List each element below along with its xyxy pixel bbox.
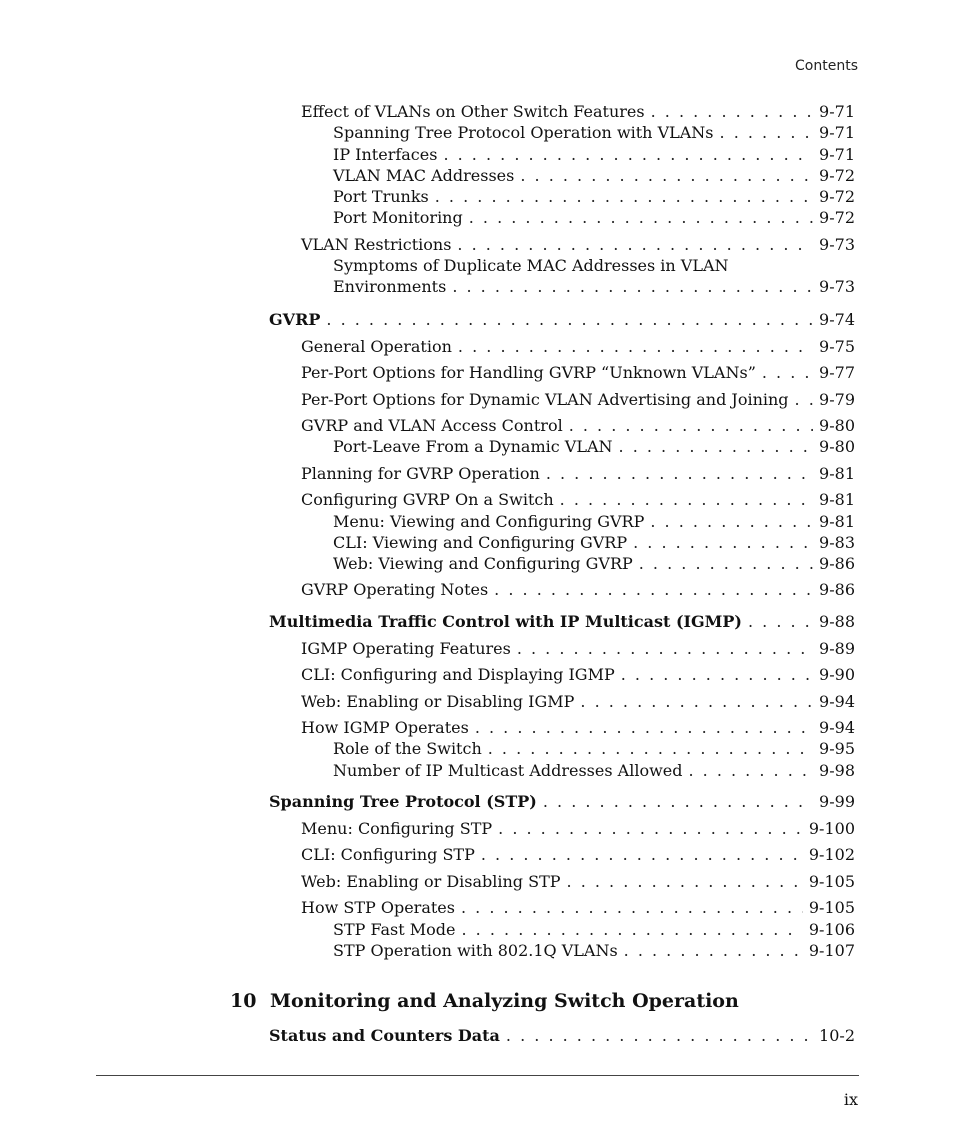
toc-entry-page: 9-80: [819, 416, 855, 435]
toc-entry[interactable]: [301, 416, 855, 436]
toc-section[interactable]: [269, 310, 855, 330]
toc-entry[interactable]: [333, 554, 855, 574]
dot-leader: [580, 692, 813, 712]
toc-entry[interactable]: [301, 718, 855, 738]
toc-entry[interactable]: [333, 533, 855, 553]
toc-section[interactable]: [269, 612, 855, 632]
toc-entry[interactable]: [301, 337, 855, 357]
toc-entry-page: 9-79: [819, 390, 855, 409]
toc-entry-title: IGMP Operating Features: [301, 639, 511, 658]
dot-leader: [567, 872, 803, 892]
dot-leader: [461, 898, 803, 918]
dot-leader: [498, 819, 803, 839]
toc-entry-page: 9-89: [819, 639, 855, 658]
dot-leader: [475, 718, 813, 738]
toc-entry-title: VLAN Restrictions: [301, 235, 452, 254]
toc-entry-title: Web: Enabling or Disabling IGMP: [301, 692, 575, 711]
dot-leader: [457, 235, 813, 255]
toc-entry-title: How IGMP Operates: [301, 718, 469, 737]
toc-entry[interactable]: [333, 277, 855, 297]
dot-leader: [462, 920, 803, 940]
dot-leader: [488, 739, 813, 759]
toc-entry-page: 9-86: [819, 554, 855, 573]
toc-entry[interactable]: [301, 898, 855, 918]
toc-entry[interactable]: [333, 739, 855, 759]
toc-entry[interactable]: [301, 872, 855, 892]
toc-entry-page: 9-83: [819, 533, 855, 552]
dot-leader: [435, 187, 813, 207]
toc-entry-title: CLI: Configuring STP: [301, 845, 475, 864]
toc-entry[interactable]: [333, 187, 855, 207]
toc-entry[interactable]: [333, 145, 855, 165]
toc-entry[interactable]: [333, 123, 855, 143]
dot-leader: [520, 166, 813, 186]
toc-entry[interactable]: [301, 235, 855, 255]
toc-entry-page: 9-98: [819, 761, 855, 780]
toc-entry[interactable]: [333, 208, 855, 228]
toc-entry-title: Spanning Tree Protocol Operation with VLANs: [333, 123, 714, 142]
running-head: Contents: [795, 58, 858, 74]
toc-entry-title: CLI: Configuring and Displaying IGMP: [301, 665, 615, 684]
dot-leader: [639, 554, 813, 574]
toc-entry-page: 9-100: [808, 819, 855, 838]
toc-entry-title: Menu: Viewing and Configuring GVRP: [333, 512, 645, 531]
toc-entry[interactable]: [301, 639, 855, 659]
toc-entry-title: IP Interfaces: [333, 145, 438, 164]
toc-entry-page: 9-107: [808, 941, 855, 960]
toc-entry-page: 9-80: [819, 437, 855, 456]
toc-entry-page: 9-72: [819, 208, 855, 227]
dot-leader: [481, 845, 803, 865]
toc-entry[interactable]: [301, 692, 855, 712]
toc-entry-title: Number of IP Multicast Addresses Allowed: [333, 761, 683, 780]
dot-leader: [624, 941, 803, 961]
dot-leader: [621, 665, 813, 685]
toc-entry-page: 9-81: [819, 512, 855, 531]
toc-entry[interactable]: [301, 464, 855, 484]
dot-leader: [546, 464, 813, 484]
toc-entry[interactable]: [301, 363, 855, 383]
toc-entry-title: Port-Leave From a Dynamic VLAN: [333, 437, 613, 456]
toc-section-title: Status and Counters Data: [269, 1026, 500, 1045]
toc-entry-page: 9-88: [819, 612, 855, 631]
toc-entry-page: 9-74: [819, 310, 855, 329]
chapter-title: Monitoring and Analyzing Switch Operation: [270, 990, 739, 1012]
dot-leader: [633, 533, 813, 553]
toc-entry-page: 9-105: [808, 872, 855, 891]
toc-entry-title: Planning for GVRP Operation: [301, 464, 540, 483]
dot-leader: [517, 639, 813, 659]
dot-leader: [506, 1026, 813, 1046]
toc-entry-title: STP Operation with 802.1Q VLANs: [333, 941, 618, 960]
toc-entry-title: VLAN MAC Addresses: [333, 166, 515, 185]
toc-section-title: Spanning Tree Protocol (STP): [269, 792, 537, 811]
toc-section[interactable]: [269, 792, 855, 812]
toc-entry-page: 9-71: [819, 123, 855, 142]
toc-entry-page: 9-106: [808, 920, 855, 939]
toc-entry-page: 9-71: [819, 145, 855, 164]
toc-entry[interactable]: [301, 819, 855, 839]
toc-entry-page: 10-2: [819, 1026, 855, 1045]
dot-leader: [795, 390, 814, 410]
toc-entry-page: 9-73: [819, 235, 855, 254]
toc-entry-page: 9-75: [819, 337, 855, 356]
toc-entry-title: Per-Port Options for Dynamic VLAN Advertising and Joining: [301, 390, 789, 409]
toc-entry-page: 9-105: [808, 898, 855, 917]
toc-entry-title: Port Monitoring: [333, 208, 463, 227]
dot-leader: [650, 512, 813, 532]
toc-entry[interactable]: [301, 580, 855, 600]
toc-entry[interactable]: [301, 102, 855, 122]
toc-entry[interactable]: [333, 941, 855, 961]
toc-entry-page: 9-72: [819, 166, 855, 185]
toc-entry-page: 9-71: [819, 102, 855, 121]
toc-entry-page: 9-81: [819, 490, 855, 509]
toc-entry[interactable]: [333, 437, 855, 457]
toc-entry-title: Role of the Switch: [333, 739, 482, 758]
dot-leader: [469, 208, 813, 228]
page-number: ix: [843, 1090, 858, 1109]
dot-leader: [762, 363, 813, 383]
chapter-number: 10: [230, 990, 257, 1012]
toc-entry[interactable]: [301, 845, 855, 865]
dot-leader: [326, 310, 813, 330]
toc-entry-title: STP Fast Mode: [333, 920, 456, 939]
toc-entry[interactable]: [333, 920, 855, 940]
toc-entry-page: 9-81: [819, 464, 855, 483]
dot-leader: [458, 337, 813, 357]
dot-leader: [651, 102, 813, 122]
toc-entry-page: 9-102: [808, 845, 855, 864]
toc-entry-title: GVRP Operating Notes: [301, 580, 489, 599]
toc-section[interactable]: [269, 1026, 855, 1046]
toc-entry-page: 9-73: [819, 277, 855, 296]
toc-entry-page: 9-77: [819, 363, 855, 382]
toc-entry-title: Configuring GVRP On a Switch: [301, 490, 554, 509]
toc-entry-page: 9-94: [819, 692, 855, 711]
footer-rule: [96, 1075, 859, 1076]
dot-leader: [494, 580, 813, 600]
toc-entry-title: How STP Operates: [301, 898, 455, 917]
dot-leader: [443, 145, 813, 165]
toc-entry-title: Web: Enabling or Disabling STP: [301, 872, 561, 891]
toc-entry-title: Environments: [333, 277, 447, 296]
toc-entry[interactable]: [301, 390, 855, 410]
toc-entry[interactable]: [301, 665, 855, 685]
dot-leader: [619, 437, 814, 457]
toc-entry[interactable]: [333, 761, 855, 781]
dot-leader: [543, 792, 813, 812]
chapter-heading[interactable]: [230, 990, 739, 1012]
dot-leader: [720, 123, 814, 143]
toc-entry[interactable]: [333, 166, 855, 186]
toc-entry-page: 9-99: [819, 792, 855, 811]
toc-section-title: GVRP: [269, 310, 321, 329]
toc-entry-page: 9-86: [819, 580, 855, 599]
toc-entry-title: General Operation: [301, 337, 452, 356]
toc-entry-title: Effect of VLANs on Other Switch Features: [301, 102, 645, 121]
toc-entry-title: GVRP and VLAN Access Control: [301, 416, 563, 435]
toc-entry-page: 9-95: [819, 739, 855, 758]
toc-entry-page: 9-90: [819, 665, 855, 684]
dot-leader: [688, 761, 813, 781]
dot-leader: [569, 416, 813, 436]
toc-entry-title: Web: Viewing and Configuring GVRP: [333, 554, 633, 573]
toc-entry-page: 9-94: [819, 718, 855, 737]
toc-entry[interactable]: [301, 490, 855, 510]
toc-entry-page: 9-72: [819, 187, 855, 206]
dot-leader: [748, 612, 813, 632]
toc-entry-title: Menu: Configuring STP: [301, 819, 493, 838]
dot-leader: [560, 490, 813, 510]
toc-entry-title[interactable]: Symptoms of Duplicate MAC Addresses in VLAN: [333, 256, 729, 275]
toc-entry-title: CLI: Viewing and Configuring GVRP: [333, 533, 628, 552]
toc-entry-title: Per-Port Options for Handling GVRP “Unknown VLANs”: [301, 363, 756, 382]
toc-entry-title: Port Trunks: [333, 187, 429, 206]
toc-entry[interactable]: [333, 512, 855, 532]
toc-section-title: Multimedia Traffic Control with IP Multicast (IGMP): [269, 612, 742, 631]
dot-leader: [452, 277, 813, 297]
